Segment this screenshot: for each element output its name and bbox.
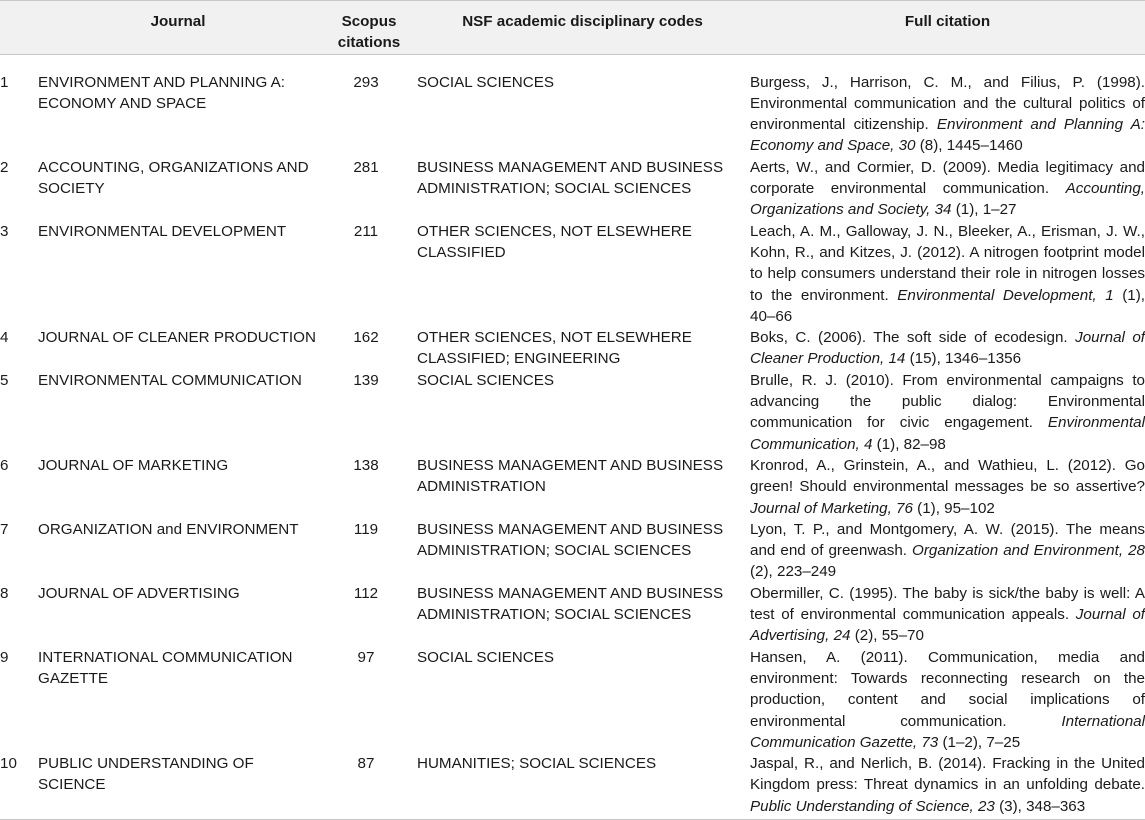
citation-text: Jaspal, R., and Nerlich, B. (2014). Fracking in the United Kingdom press: Threat dynamics in an unfolding debate. bbox=[750, 755, 1145, 794]
citation-pages: (2), 55–70 bbox=[850, 627, 924, 645]
row-scopus-citations: 293 bbox=[353, 73, 379, 91]
row-rank: 6 bbox=[0, 456, 9, 474]
row-nsf-codes: SOCIAL SCIENCES bbox=[417, 648, 555, 666]
citation-pages: (1), 95–102 bbox=[912, 499, 995, 517]
row-full-citation bbox=[750, 647, 1145, 753]
citation-text: Hansen, A. (2011). Communication, media and environment: Towards reconnecting research on the production, content and social implications of environmental communication. bbox=[750, 648, 1145, 730]
row-nsf-codes: OTHER SCIENCES, NOT ELSEWHERE CLASSIFIED; ENGINEERING bbox=[417, 329, 692, 368]
citation-text: Leach, A. M., Galloway, J. N., Bleeker, A., Erisman, J. W., Kohn, R., and Kitzes, J. (2012). A nitrogen footprint model to help consumers understand their role in nitrogen losses to the environment. bbox=[750, 222, 1145, 304]
row-rank: 5 bbox=[0, 371, 9, 389]
table-row bbox=[0, 583, 1145, 647]
citation-pages: (1), 1–27 bbox=[951, 201, 1017, 219]
citation-text: Obermiller, C. (1995). The baby is sick/the baby is well: A test of environmental communication appeals. bbox=[750, 584, 1145, 624]
row-nsf-codes: HUMANITIES; SOCIAL SCIENCES bbox=[417, 755, 657, 773]
table-row bbox=[0, 157, 1145, 221]
row-journal: JOURNAL OF ADVERTISING bbox=[38, 584, 240, 602]
citation-text: Aerts, W., and Cormier, D. (2009). Media legitimacy and corporate environmental communication. bbox=[750, 158, 1145, 198]
citation-pages: (1), 40–66 bbox=[750, 286, 1145, 325]
row-scopus-citations: 87 bbox=[357, 755, 375, 773]
citation-pages: (8), 1445–1460 bbox=[915, 137, 1023, 155]
table-row bbox=[0, 221, 1145, 327]
citation-pages: (15), 1346–1356 bbox=[905, 350, 1022, 368]
row-rank: 3 bbox=[0, 222, 9, 240]
row-scopus-citations: 138 bbox=[353, 456, 379, 474]
row-rank: 2 bbox=[0, 158, 9, 176]
citation-pages: (3), 348–363 bbox=[994, 797, 1086, 815]
citation-journal: International Communication Gazette, 73 bbox=[750, 712, 1145, 751]
citation-text: Boks, C. (2006). The soft side of ecodesign. bbox=[750, 329, 1076, 347]
row-full-citation bbox=[750, 157, 1145, 221]
row-journal: ENVIRONMENTAL DEVELOPMENT bbox=[38, 222, 287, 240]
row-journal: ACCOUNTING, ORGANIZATIONS AND SOCIETY bbox=[38, 158, 309, 198]
row-journal: JOURNAL OF CLEANER PRODUCTION bbox=[38, 329, 316, 347]
citation-journal: Journal of Marketing, 76 bbox=[750, 499, 913, 517]
row-journal: INTERNATIONAL COMMUNICATION GAZETTE bbox=[38, 648, 293, 687]
row-scopus-citations: 139 bbox=[353, 371, 379, 389]
row-full-citation bbox=[750, 583, 1145, 647]
row-rank: 9 bbox=[0, 648, 9, 666]
citation-journal: Environmental Development, 1 bbox=[897, 286, 1114, 304]
citation-pages: (2), 223–249 bbox=[750, 563, 837, 581]
row-nsf-codes: SOCIAL SCIENCES bbox=[417, 371, 555, 389]
row-full-citation bbox=[750, 327, 1145, 370]
row-full-citation bbox=[750, 455, 1145, 519]
header-rank bbox=[0, 1, 33, 55]
row-nsf-codes: BUSINESS MANAGEMENT AND BUSINESS ADMINISTRATION; SOCIAL SCIENCES bbox=[417, 158, 724, 198]
row-full-citation bbox=[750, 753, 1145, 819]
row-scopus-citations: 281 bbox=[353, 158, 379, 176]
row-journal: JOURNAL OF MARKETING bbox=[38, 456, 229, 474]
table-header-row bbox=[0, 1, 1145, 55]
row-full-citation bbox=[750, 54, 1145, 157]
row-full-citation bbox=[750, 370, 1145, 455]
citation-journal: Journal of Cleaner Production, 14 bbox=[750, 329, 1145, 368]
row-journal: ENVIRONMENTAL COMMUNICATION bbox=[38, 371, 302, 389]
row-full-citation bbox=[750, 519, 1145, 583]
row-scopus-citations: 112 bbox=[353, 584, 379, 602]
header-scopus-citations: Scopus citations bbox=[337, 13, 401, 52]
row-journal: ENVIRONMENT AND PLANNING A: ECONOMY AND SPACE bbox=[38, 73, 285, 112]
citation-text: Brulle, R. J. (2010). From environmental campaigns to advancing the public dialog: Environmental communication for civic engagement. bbox=[750, 371, 1145, 432]
citation-text: Kronrod, A., Grinstein, A., and Wathieu, L. (2012). Go green! Should environmental messages be so assertive? bbox=[750, 456, 1145, 496]
citation-journal: Environmental Communication, 4 bbox=[750, 414, 1145, 453]
citation-journal: Journal of Advertising, 24 bbox=[750, 606, 1145, 645]
row-nsf-codes: BUSINESS MANAGEMENT AND BUSINESS ADMINISTRATION; SOCIAL SCIENCES bbox=[417, 520, 724, 560]
row-scopus-citations: 211 bbox=[353, 222, 379, 240]
table-row bbox=[0, 647, 1145, 753]
header-journal: Journal bbox=[150, 13, 206, 30]
citation-pages: (1–2), 7–25 bbox=[938, 733, 1021, 751]
row-rank: 1 bbox=[0, 73, 9, 91]
citation-text: Burgess, J., Harrison, C. M., and Filius, P. (1998). Environmental communication and the cultural politics of environmental citizenship. bbox=[750, 73, 1145, 134]
table-row bbox=[0, 54, 1145, 157]
table-row bbox=[0, 327, 1145, 370]
citation-journal: Public Understanding of Science, 23 bbox=[750, 797, 995, 815]
table-row bbox=[0, 370, 1145, 455]
row-journal: PUBLIC UNDERSTANDING OF SCIENCE bbox=[38, 755, 254, 794]
row-nsf-codes: BUSINESS MANAGEMENT AND BUSINESS ADMINISTRATION; SOCIAL SCIENCES bbox=[417, 584, 724, 624]
table-row bbox=[0, 455, 1145, 519]
row-nsf-codes: OTHER SCIENCES, NOT ELSEWHERE CLASSIFIED bbox=[417, 222, 692, 261]
row-rank: 8 bbox=[0, 584, 9, 602]
citation-pages: (1), 82–98 bbox=[872, 435, 946, 453]
table-row bbox=[0, 753, 1145, 819]
row-journal: ORGANIZATION and ENVIRONMENT bbox=[38, 520, 299, 538]
header-full-citation: Full citation bbox=[904, 13, 991, 30]
row-nsf-codes: SOCIAL SCIENCES bbox=[417, 73, 555, 91]
citation-journal: Accounting, Organizations and Society, 34 bbox=[750, 180, 1145, 219]
row-rank: 4 bbox=[0, 329, 9, 347]
row-full-citation bbox=[750, 221, 1145, 327]
citation-text: Lyon, T. P., and Montgomery, A. W. (2015). The means and end of greenwash. bbox=[750, 520, 1145, 560]
row-nsf-codes: BUSINESS MANAGEMENT AND BUSINESS ADMINISTRATION bbox=[417, 456, 724, 496]
row-scopus-citations: 162 bbox=[353, 329, 379, 347]
table-row bbox=[0, 519, 1145, 583]
table-body bbox=[0, 54, 1145, 819]
row-scopus-citations: 97 bbox=[357, 648, 375, 666]
row-rank: 10 bbox=[0, 755, 17, 773]
row-rank: 7 bbox=[0, 520, 9, 538]
row-scopus-citations: 119 bbox=[353, 520, 379, 538]
citation-journal: Environment and Planning A: Economy and Space, 30 bbox=[750, 116, 1145, 155]
header-nsf-codes: NSF academic disciplinary codes bbox=[462, 13, 703, 30]
citation-journal: Organization and Environment, 28 bbox=[912, 542, 1145, 560]
